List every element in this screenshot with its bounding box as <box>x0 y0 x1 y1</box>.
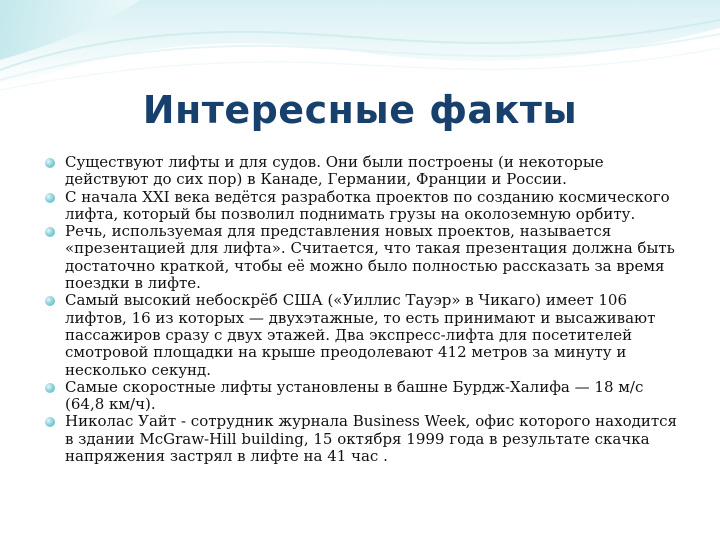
list-item-text: Существуют лифты и для судов. Они были построены (и некоторые действуют до сих пор) в Канаде, Германии, Франции и России. <box>65 153 604 189</box>
list-item-text: Самый высокий небоскрёб США («Уиллис Тауэр» в Чикаго) имеет 106 лифтов, 16 из которых — двухэтажные, то есть принимают и высаживают пассажиров сразу с двух этажей. Два экспресс-лифта для посетителей смотровой площадки на крыше преодолевают 412 метров за минуту и несколько секунд. <box>65 291 656 379</box>
bullet-circle-icon <box>45 227 55 237</box>
bullet-circle-icon <box>45 296 55 306</box>
list-item <box>45 379 685 414</box>
bullet-circle-icon <box>45 193 55 203</box>
slide-title: Интересные факты <box>142 88 578 132</box>
list-item <box>45 292 685 378</box>
bullet-circle-icon <box>45 417 55 427</box>
bullet-circle-icon <box>45 158 55 168</box>
list-item-text: Самые скоростные лифты установлены в башне Бурдж-Халифа — 18 м/с (64,8 км/ч). <box>65 377 644 414</box>
list-item-text: С начала XXI века ведётся разработка проектов по созданию космического лифта, который бы позволил поднимать грузы на околоземную орбиту. <box>65 187 670 223</box>
list-item <box>45 223 685 292</box>
list-item <box>45 189 685 224</box>
fact-list <box>45 154 685 465</box>
list-item <box>45 413 685 465</box>
bullet-circle-icon <box>45 383 55 393</box>
list-item <box>45 154 685 189</box>
list-item-text: Речь, используемая для представления новых проектов, называется «презентацией для лифта». Считается, что такая презентация должна быть достаточно краткой, чтобы её можно было полностью рассказать за время поездки в лифте. <box>65 222 675 293</box>
list-item-text: Николас Уайт - сотрудник журнала Business Week, офис которого находится в здании McGraw-Hill building, 15 октября 1999 года в результате скачка напряжения застрял в лифте на 41 час . <box>65 412 677 466</box>
